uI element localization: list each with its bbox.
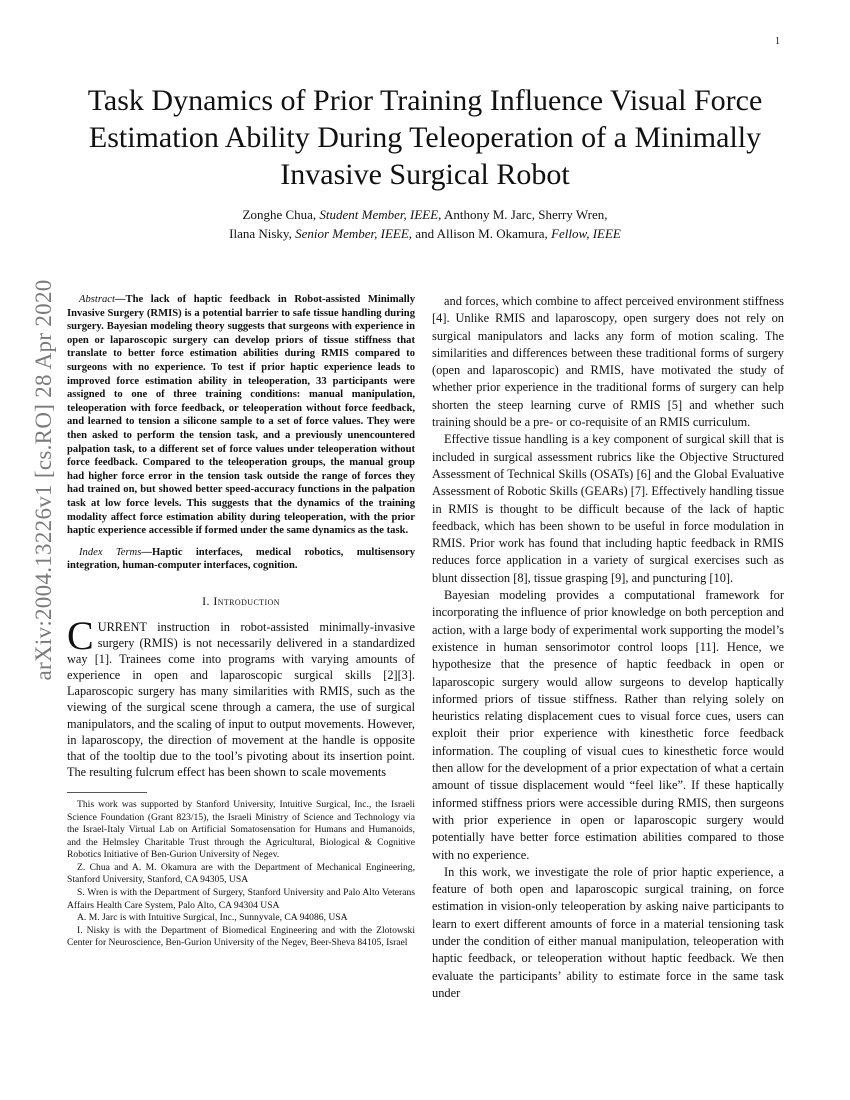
author-chua-role: Student Member, IEEE,: [319, 207, 442, 222]
section-title: Introduction: [213, 593, 280, 608]
body-paragraph: and forces, which combine to affect perceived environment stiffness [4]. Unlike RMIS and laparoscopy, open surgery does not rely on surgical manipulators and lacks any form of motion scaling. The similarities and differences between these traditional forms of surgery (open and laparoscopic) and RMIS, have motivated the study of whether prior experience in the traditional forms of surgery can help shorten the steep learning curve of RMIS [5] and whether such training should be a pre- or co-requisite of an RMIS curriculum.: [432, 294, 784, 430]
index-terms-text: —Haptic interfaces, medical robotics, multisensory integration, human-computer interfaces, cognition.: [67, 546, 415, 572]
right-column: [432, 293, 784, 1002]
index-terms: [67, 546, 415, 573]
arxiv-id: arXiv:2004.13226v1 [cs.RO] 28 Apr 2020: [31, 279, 56, 681]
author-jarc-wren: Anthony M. Jarc, Sherry Wren,: [441, 207, 608, 222]
footnote-affiliation: Z. Chua and A. M. Okamura are with the Department of Mechanical Engineering, Stanford University, Stanford, CA 94305, USA: [67, 861, 415, 886]
author-list: [60, 205, 790, 243]
author-line-1: [60, 205, 790, 224]
intro-text: URRENT instruction in robot-assisted minimally-invasive surgery (RMIS) is not necessarily delivered in a standardized way [1]. Trainees come into programs with varying amounts of experience in open and laparoscopic surgical skills [2][3]. Laparoscopic surgery has many similarities with RMIS, such as the viewing of the surgical scene through a camera, the use of surgical manipulators, and the scaling of input to output movements. However, in laparoscopy, the direction of movement at the handle is opposite that of the tooltip due to the tool’s pivoting about its insertion point. The resulting fulcrum effect has been shown to scale movements: [67, 619, 415, 779]
author-nisky: Ilana Nisky,: [229, 226, 296, 241]
author-okamura-role: Fellow, IEEE: [551, 226, 621, 241]
footnotes: [67, 799, 415, 950]
author-chua: Zonghe Chua,: [242, 207, 320, 222]
section-number: I.: [202, 593, 214, 608]
abstract-label: Abstract: [79, 294, 115, 305]
footnote-affiliation: S. Wren is with the Department of Surgery, Stanford University and Palo Alto Veterans Affairs Health Care System, Palo Alto, CA 94304 USA: [67, 887, 415, 911]
body-paragraph: Effective tissue handling is a key component of surgical skill that is included in surgical assessment rubrics like the Objective Structured Assessment of Technical Skills (OSATs) [6] and the Global Evaluative Assessment of Robotic Skills (GEARs) [7]. Effectively handling tissue in RMIS is thought to be difficult because of the lack of haptic feedback, which has been shown to be useful in force modulation in RMIS. Prior work has found that including haptic feedback in RMIS reduces force application in a variety of surgical exercises such as blunt dissection [8], tissue grasping [9], and puncturing [10].: [432, 432, 784, 585]
page-number: 1: [775, 36, 780, 47]
footnote-funding: This work was supported by Stanford University, Intuitive Surgical, Inc., the Israeli Science Foundation (Grant 823/15), the Israeli Ministry of Science and Technology via the Israel-Italy Virtual Lab on Artificial Somatosensation for Humans and Humanoids, and the Helmsley Charitable Trust through the Agricultural, Biological & Cognitive Robotics Initiative of Ben-Gurion University of Negev.: [67, 798, 415, 861]
left-column: [67, 293, 415, 950]
paper-title: Task Dynamics of Prior Training Influence Visual Force Estimation Ability During Teleoperation of a Minimally Invasive Surgical Robot: [87, 84, 763, 191]
index-terms-label: Index Terms: [79, 546, 142, 558]
drop-cap: C: [67, 612, 94, 658]
intro-paragraph: [67, 612, 415, 780]
abstract: [67, 293, 415, 538]
footnote-rule: [67, 792, 147, 793]
abstract-text: —The lack of haptic feedback in Robot-assisted Minimally Invasive Surgery (RMIS) is a potential barrier to safe tissue handling during surgery. Bayesian modeling theory suggests that surgeons with experience in open or laparoscopic surgery can develop priors of tissue stiffness that translate to better force estimation abilities during RMIS compared to surgeons with no experience. To test if prior haptic experience leads to improved force estimation ability in teleoperation, 33 participants were assigned to one of three training conditions: manual manipulation, teleoperation with force feedback, or teleoperation without force feedback, and learned to tension a silicone sample to a set of force values. They were then asked to perform the tension task, and a previously unencountered palpation task, to a different set of force values under teleoperation without force feedback. Compared to the teleoperation groups, the manual group had higher force error in the tension task outside the range of forces they had trained on, but showed better speed-accuracy functions in the palpation task at low force levels. This suggests that the dynamics of the training modality affect force estimation ability during teleoperation, with the prior haptic experience accessible if formed under the same dynamics as the task.: [67, 294, 415, 537]
footnote-affiliation: A. M. Jarc is with Intuitive Surgical, Inc., Sunnyvale, CA 94086, USA: [77, 912, 348, 924]
footnote-affiliation: I. Nisky is with the Department of Biomedical Engineering and with the Zlotowski Center for Neuroscience, Ben-Gurion University of the Negev, Beer-Sheva 84105, Israel: [67, 924, 415, 949]
body-paragraph: Bayesian modeling provides a computational framework for incorporating the influence of prior knowledge on both perception and action, with a large body of experimental work supporting the model’s existence in human sensorimotor control loops [11]. Hence, we hypothesize that the presence of haptic feedback in open or laparoscopic surgery would allow surgeons to develop haptically informed priors of tissue stiffness. Rather than relying solely on heuristics relating displacement cues to visual force cues, users can exploit their prior experience with kinesthetic force feedback information. The coupling of visual cues to kinesthetic force would then allow for the development of a prior expectation of what a certain amount of tissue displacement would “feel like”. If these haptically informed stiffness priors were accessible during RMIS, then surgeons with prior experience in open or laparoscopic surgery would potentially have better force estimation abilities compared to those with no experience.: [432, 588, 784, 862]
section-heading-introduction: [67, 593, 415, 609]
author-nisky-role: Senior Member, IEEE,: [295, 226, 413, 241]
author-line-2: [60, 224, 790, 243]
body-paragraph: In this work, we investigate the role of prior haptic experience, a feature of both open and laparoscopic surgical training, on force estimation in vision-only teleoperation by asking naive participants to learn to exert different amounts of force in a material tensioning task under the condition of either manual manipulation, teleoperation with haptic feedback, or teleoperation without haptic feedback. We then evaluate the participants’ ability to estimate force in the same task under: [432, 864, 784, 1000]
author-okamura: and Allison M. Okamura,: [412, 226, 552, 241]
